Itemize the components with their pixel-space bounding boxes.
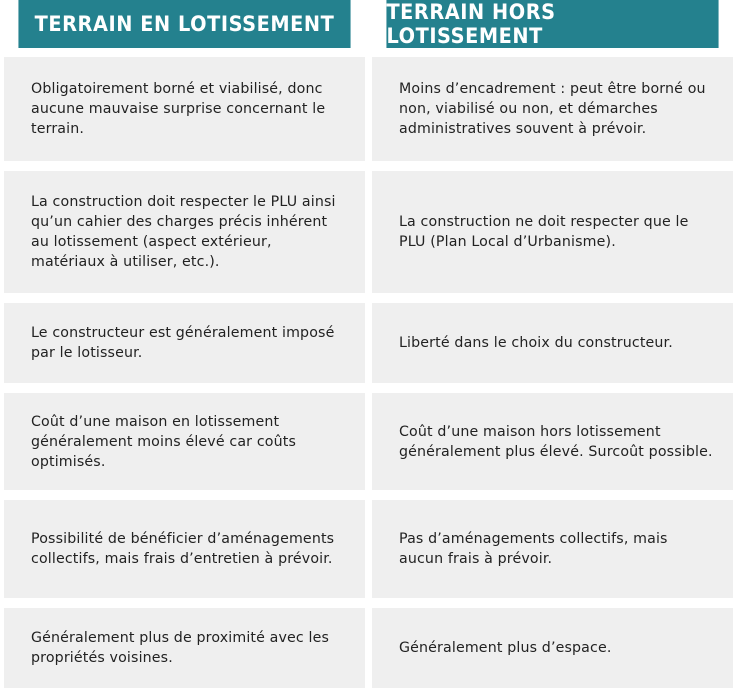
cell-text: Moins d’encadrement : peut être borné ou non, viabilisé ou non, et démarches administratives souvent à prévoir. (399, 81, 706, 137)
header-terrain-en-lotissement (18, 0, 350, 48)
table-header (4, 0, 733, 48)
cell-text: Obligatoirement borné et viabilisé, donc aucune mauvaise surprise concernant le terrain. (31, 81, 326, 137)
table-row (4, 393, 733, 490)
cell-hors-lotissement (372, 171, 733, 293)
cell-hors-lotissement (372, 393, 733, 490)
table-row (4, 57, 733, 161)
cell-en-lotissement (4, 303, 365, 383)
header-terrain-hors-lotissement (386, 0, 718, 48)
cell-en-lotissement (4, 608, 365, 688)
cell-text: Coût d’une maison hors lotissement généralement plus élevé. Surcoût possible. (399, 423, 713, 460)
cell-text: La construction doit respecter le PLU ainsi qu’un cahier des charges précis inhérent au lotissement (aspect extérieur, matériaux à utiliser, etc.). (31, 194, 336, 270)
table-row (4, 303, 733, 383)
comparison-table (4, 0, 733, 688)
cell-text: Généralement plus de proximité avec les propriétés voisines. (31, 630, 330, 666)
cell-text: Coût d’une maison en lotissement généralement moins élevé car coûts optimisés. (31, 413, 296, 470)
cell-text: La construction ne doit respecter que le PLU (Plan Local d’Urbanisme). (399, 214, 689, 250)
cell-text: Généralement plus d’espace. (399, 640, 612, 656)
cell-en-lotissement (4, 500, 365, 598)
header-label: TERRAIN EN LOTISSEMENT (34, 12, 335, 36)
cell-hors-lotissement (372, 500, 733, 598)
cell-hors-lotissement (372, 608, 733, 688)
table-row (4, 608, 733, 688)
cell-hors-lotissement (372, 57, 733, 161)
cell-en-lotissement (4, 57, 365, 161)
table-row (4, 500, 733, 598)
cell-hors-lotissement (372, 303, 733, 383)
cell-text: Liberté dans le choix du constructeur. (399, 335, 673, 351)
header-label: TERRAIN HORS LOTISSEMENT (386, 0, 556, 48)
cell-en-lotissement (4, 171, 365, 293)
cell-en-lotissement (4, 393, 365, 490)
cell-text: Possibilité de bénéficier d’aménagements collectifs, mais frais d’entretien à prévoir. (31, 531, 335, 567)
table-row (4, 171, 733, 293)
cell-text: Le constructeur est généralement imposé par le lotisseur. (31, 325, 335, 361)
cell-text: Pas d’aménagements collectifs, mais aucun frais à prévoir. (399, 531, 668, 567)
